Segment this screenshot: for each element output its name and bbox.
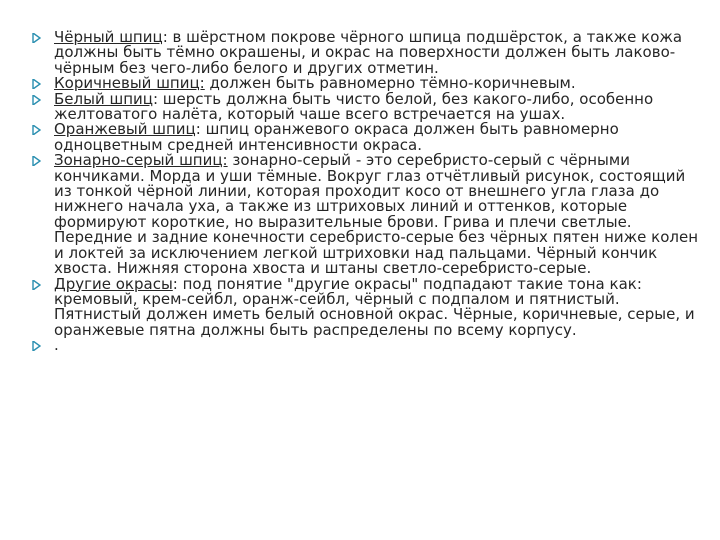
item-text: зонарно-серый - это серебристо-серый с чёрными кончиками. Морда и уши тёмные. Вокруг глаз отчётливый рисунок, состоящий из тонкой чёрной линии, которая проходит косо от внешнего угла глаза до нижнего начала уха, а также из штриховых линий и оттенков, которые формируют короткие, но выразительные брови. Грива и плечи светлые. Передние и задние конечности серебристо-серые без чёрных пятен ниже колен и локтей за исключением легкой штриховки над пальцами. Чёрный кончик хвоста. Нижняя сторона хвоста и штаны светло-серебристо-серые. [54, 151, 698, 278]
item-text: : шпиц оранжевого окраса должен быть равномерно одноцветным средней интенсивности окраса. [54, 120, 619, 154]
item-text: . [54, 336, 59, 355]
bullet-arrow-icon [32, 33, 41, 43]
item-term: Чёрный шпиц [54, 28, 163, 46]
item-term: Коричневый шпиц: [54, 74, 205, 93]
bullet-arrow-icon [32, 280, 41, 290]
bullet-arrow-icon [32, 156, 41, 166]
list-item [32, 274, 702, 339]
bullet-arrow-icon [32, 341, 41, 351]
item-text: должен быть равномерно тёмно-коричневым. [204, 74, 576, 93]
item-term: Другие окрасы [54, 274, 173, 293]
list-item [32, 338, 702, 353]
list-item [32, 153, 702, 276]
item-text: : в шёрстном покрове чёрного шпица подшёрсток, а также кожа должны быть тёмно окрашены, и окрас на поверхности должен быть лаково-чёрным без чего-либо белого и других отметин. [54, 28, 683, 77]
item-term: Белый шпиц [54, 89, 153, 108]
bullet-list [32, 30, 702, 354]
bullet-arrow-icon [32, 95, 41, 105]
bullet-arrow-icon [32, 79, 41, 89]
item-text: : шерсть должна быть чисто белой, без какого-либо, особенно желтоватого налёта, который чаше всего встречается на ушах. [54, 89, 654, 124]
list-item [32, 89, 702, 124]
item-term: Оранжевый шпиц [54, 120, 196, 139]
list-item [32, 122, 702, 153]
item-text: : под понятие "другие окрасы" подпадают такие тона как: кремовый, крем-сейбл, оранж-сейбл, чёрный с подпалом и пятнистый. Пятнистый должен иметь белый основной окрас. Чёрные, коричневые, серые, и оранжевые пятна должны быть распределены по всему корпусу. [54, 274, 695, 339]
item-term: Зонарно-серый шпиц: [54, 151, 228, 170]
list-item [32, 30, 702, 76]
bullet-arrow-icon [32, 125, 41, 135]
